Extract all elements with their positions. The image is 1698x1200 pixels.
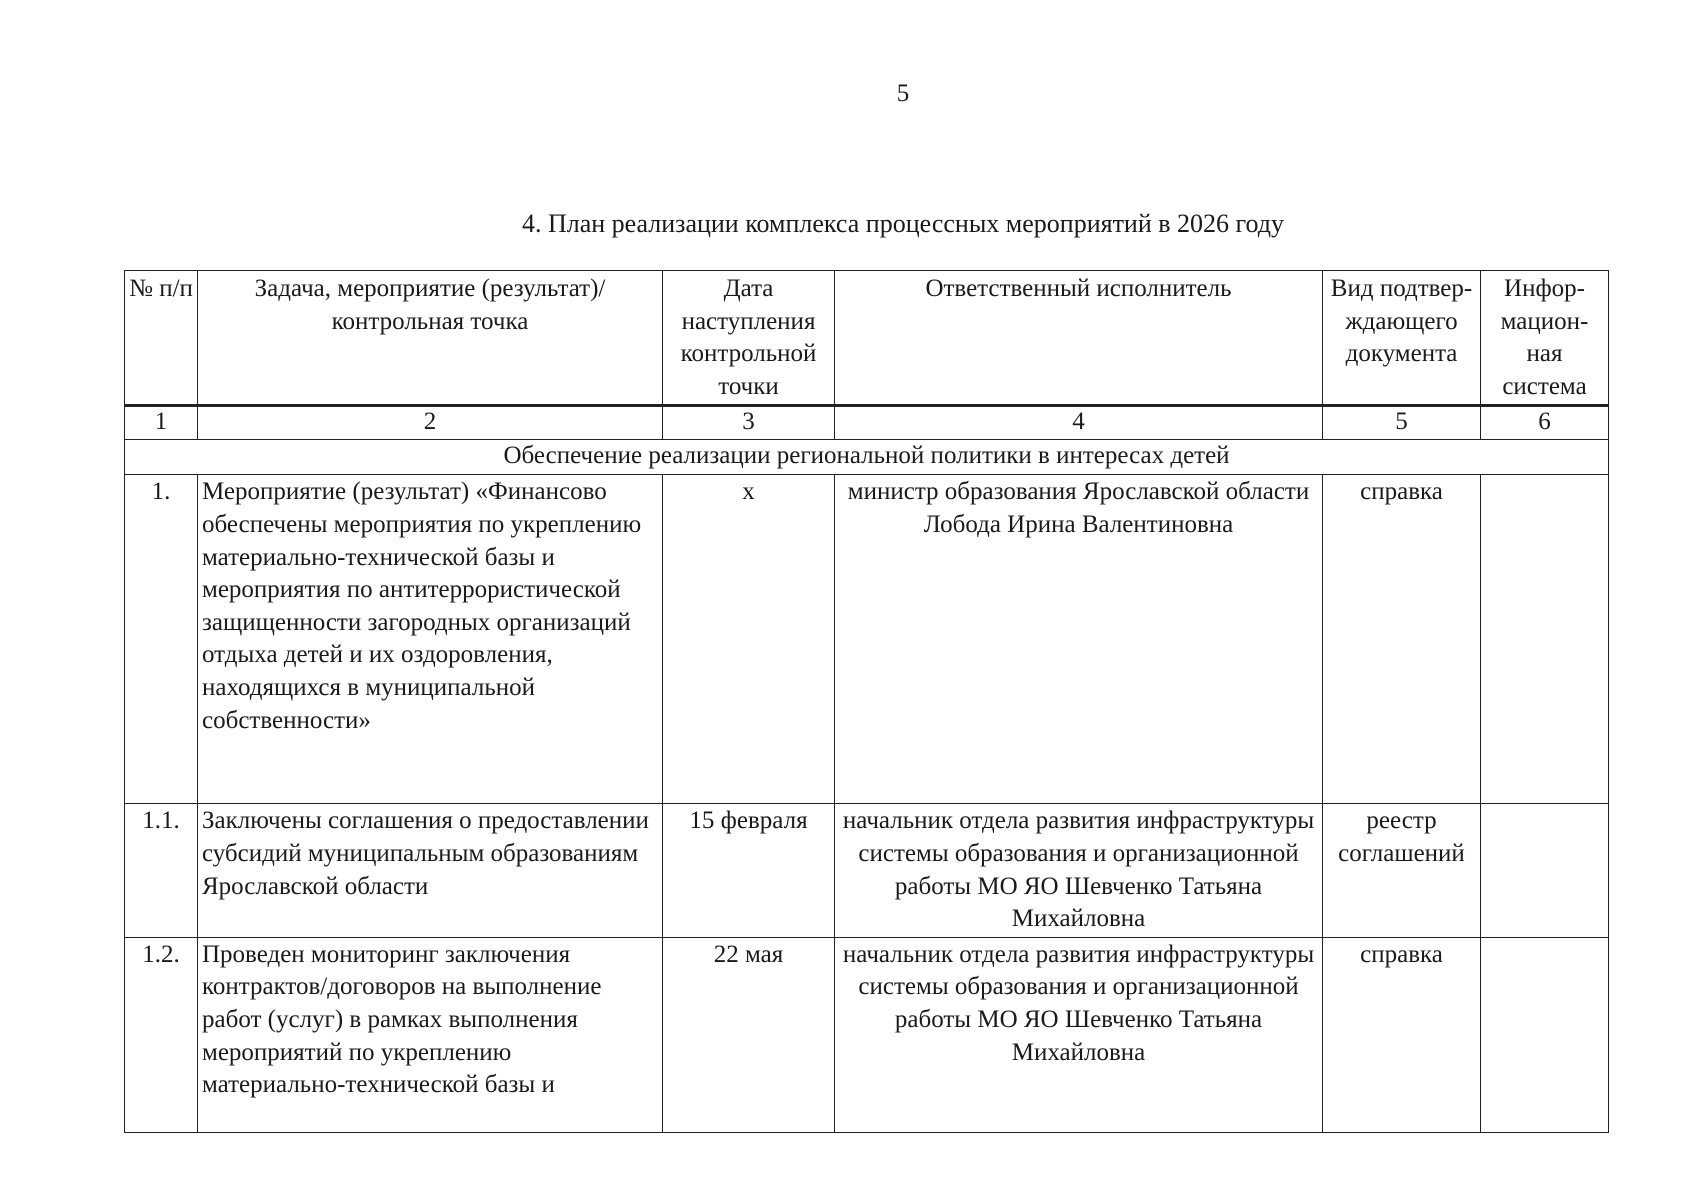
row-task: Проведен мониторинг заключения контрактов/договоров на выполнение работ (услуг) в рамках выполнения мероприятий по укреплению материально-технической базы и bbox=[198, 937, 663, 1132]
column-number: 1 bbox=[125, 406, 198, 440]
row-document: справка bbox=[1323, 475, 1481, 804]
column-number: 5 bbox=[1323, 406, 1481, 440]
column-number-row bbox=[125, 406, 1609, 440]
table-row bbox=[125, 804, 1609, 937]
section-title: Обеспечение реализации региональной политики в интересах детей bbox=[125, 440, 1609, 475]
document-title: 4. План реализации комплекса процессных мероприятий в 2026 году bbox=[521, 209, 1285, 238]
page-number: 5 bbox=[896, 80, 910, 107]
header-number: № п/п bbox=[125, 271, 198, 406]
header-executor: Ответственный исполнитель bbox=[835, 271, 1323, 406]
row-date: 15 февраля bbox=[663, 804, 835, 937]
column-number: 4 bbox=[835, 406, 1323, 440]
section-row bbox=[125, 440, 1609, 475]
plan-table bbox=[124, 270, 1609, 1133]
row-system bbox=[1481, 804, 1609, 937]
header-date: Дата наступления контрольной точки bbox=[663, 271, 835, 406]
header-task: Задача, мероприятие (результат)/ контрольная точка bbox=[198, 271, 663, 406]
column-number: 6 bbox=[1481, 406, 1609, 440]
row-task: Мероприятие (результат) «Финансово обеспечены мероприятия по укреплению материально-технической базы и мероприятия по антитеррористической защищенности загородных организаций отдыха детей и их оздоровления, находящихся в муниципальной собственности» bbox=[198, 475, 663, 804]
table-row bbox=[125, 475, 1609, 804]
row-executor: начальник отдела развития инфраструктуры системы образования и организационной работы МО ЯО Шевченко Татьяна Михайловна bbox=[835, 937, 1323, 1132]
column-number: 3 bbox=[663, 406, 835, 440]
header-system: Инфор-мацион-ная система bbox=[1481, 271, 1609, 406]
row-number: 1.2. bbox=[125, 937, 198, 1132]
table-row bbox=[125, 937, 1609, 1132]
row-system bbox=[1481, 937, 1609, 1132]
row-number: 1.1. bbox=[125, 804, 198, 937]
row-executor: министр образования Ярославской области Лобода Ирина Валентиновна bbox=[835, 475, 1323, 804]
row-executor: начальник отдела развития инфраструктуры системы образования и организационной работы МО ЯО Шевченко Татьяна Михайловна bbox=[835, 804, 1323, 937]
column-number: 2 bbox=[198, 406, 663, 440]
row-number: 1. bbox=[125, 475, 198, 804]
row-date: 22 мая bbox=[663, 937, 835, 1132]
row-task: Заключены соглашения о предоставлении субсидий муниципальным образованиям Ярославской области bbox=[198, 804, 663, 937]
table-header-row bbox=[125, 271, 1609, 406]
header-document: Вид подтвер-ждающего документа bbox=[1323, 271, 1481, 406]
row-system bbox=[1481, 475, 1609, 804]
row-document: справка bbox=[1323, 937, 1481, 1132]
row-date: х bbox=[663, 475, 835, 804]
row-document: реестр соглашений bbox=[1323, 804, 1481, 937]
